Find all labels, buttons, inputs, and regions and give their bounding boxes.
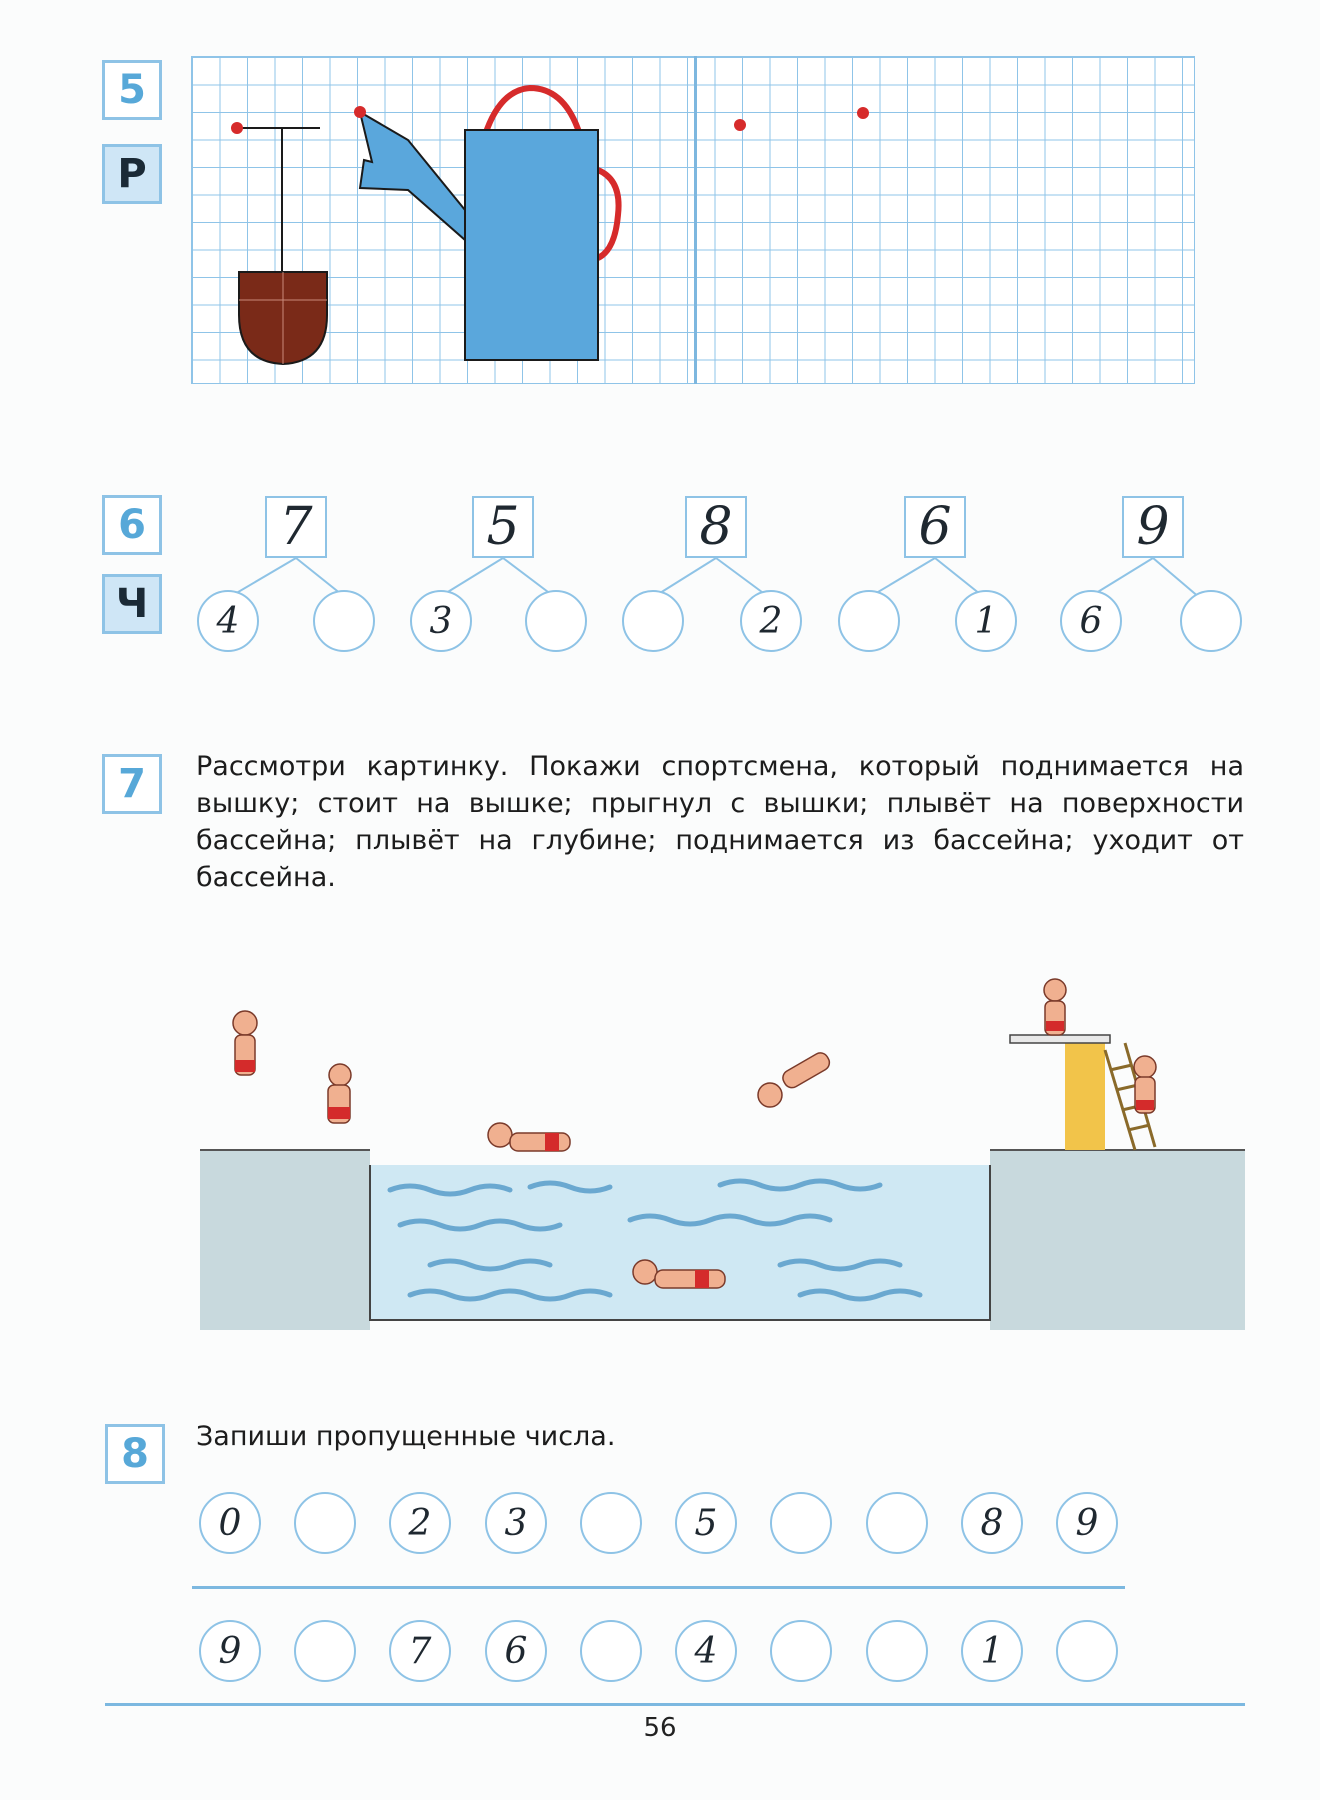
house-top-2: 5 bbox=[472, 496, 534, 558]
task-5-number: 5 bbox=[102, 60, 162, 120]
task-6-tag: Ч bbox=[102, 574, 162, 634]
separator-line bbox=[192, 1586, 1125, 1589]
task-7-number: 7 bbox=[102, 754, 162, 814]
task-7-text: Рассмотри картинку. Покажи спортсмена, который поднимается на вышку; стоит на вышке; прыгнул с вышки; плывёт на поверхности бассейна; плывёт на глубине; поднимается из бассейна; уходит от бассейна. bbox=[196, 751, 1244, 893]
house-right-2[interactable] bbox=[525, 590, 587, 652]
row2-cell-9[interactable]: 1 bbox=[961, 1620, 1023, 1682]
row2-cell-2[interactable] bbox=[294, 1620, 356, 1682]
row1-cell-8[interactable] bbox=[866, 1492, 928, 1554]
house-left-5[interactable]: 6 bbox=[1060, 590, 1122, 652]
house-top-4: 6 bbox=[904, 496, 966, 558]
task-8-text: Запиши пропущенные числа. bbox=[196, 1421, 616, 1452]
house-right-1[interactable] bbox=[313, 590, 375, 652]
row2-cell-7[interactable] bbox=[770, 1620, 832, 1682]
row1-cell-3[interactable]: 2 bbox=[389, 1492, 451, 1554]
house-left-2[interactable]: 3 bbox=[410, 590, 472, 652]
row1-cell-5[interactable] bbox=[580, 1492, 642, 1554]
swimming-pool-illustration bbox=[200, 935, 1250, 1330]
page-number: 56 bbox=[643, 1713, 677, 1743]
row1-cell-2[interactable] bbox=[294, 1492, 356, 1554]
house-right-4[interactable]: 1 bbox=[955, 590, 1017, 652]
house-left-3[interactable] bbox=[622, 590, 684, 652]
row2-cell-1[interactable]: 9 bbox=[199, 1620, 261, 1682]
row2-cell-4[interactable]: 6 bbox=[485, 1620, 547, 1682]
row1-cell-10[interactable]: 9 bbox=[1056, 1492, 1118, 1554]
row1-cell-1[interactable]: 0 bbox=[199, 1492, 261, 1554]
task-6-number: 6 bbox=[102, 495, 162, 555]
house-top-1: 7 bbox=[265, 496, 327, 558]
house-top-3: 8 bbox=[685, 496, 747, 558]
task-8-number: 8 bbox=[105, 1424, 165, 1484]
row1-cell-6[interactable]: 5 bbox=[675, 1492, 737, 1554]
house-left-1[interactable]: 4 bbox=[197, 590, 259, 652]
row2-cell-8[interactable] bbox=[866, 1620, 928, 1682]
house-left-4[interactable] bbox=[838, 590, 900, 652]
row2-cell-10[interactable] bbox=[1056, 1620, 1118, 1682]
row2-cell-3[interactable]: 7 bbox=[389, 1620, 451, 1682]
house-right-3[interactable]: 2 bbox=[740, 590, 802, 652]
task-5-tag: Р bbox=[102, 144, 162, 204]
row2-cell-6[interactable]: 4 bbox=[675, 1620, 737, 1682]
footer-line bbox=[105, 1703, 1245, 1706]
house-top-5: 9 bbox=[1122, 496, 1184, 558]
row2-cell-5[interactable] bbox=[580, 1620, 642, 1682]
row1-cell-9[interactable]: 8 bbox=[961, 1492, 1023, 1554]
house-right-5[interactable] bbox=[1180, 590, 1242, 652]
row1-cell-4[interactable]: 3 bbox=[485, 1492, 547, 1554]
row1-cell-7[interactable] bbox=[770, 1492, 832, 1554]
